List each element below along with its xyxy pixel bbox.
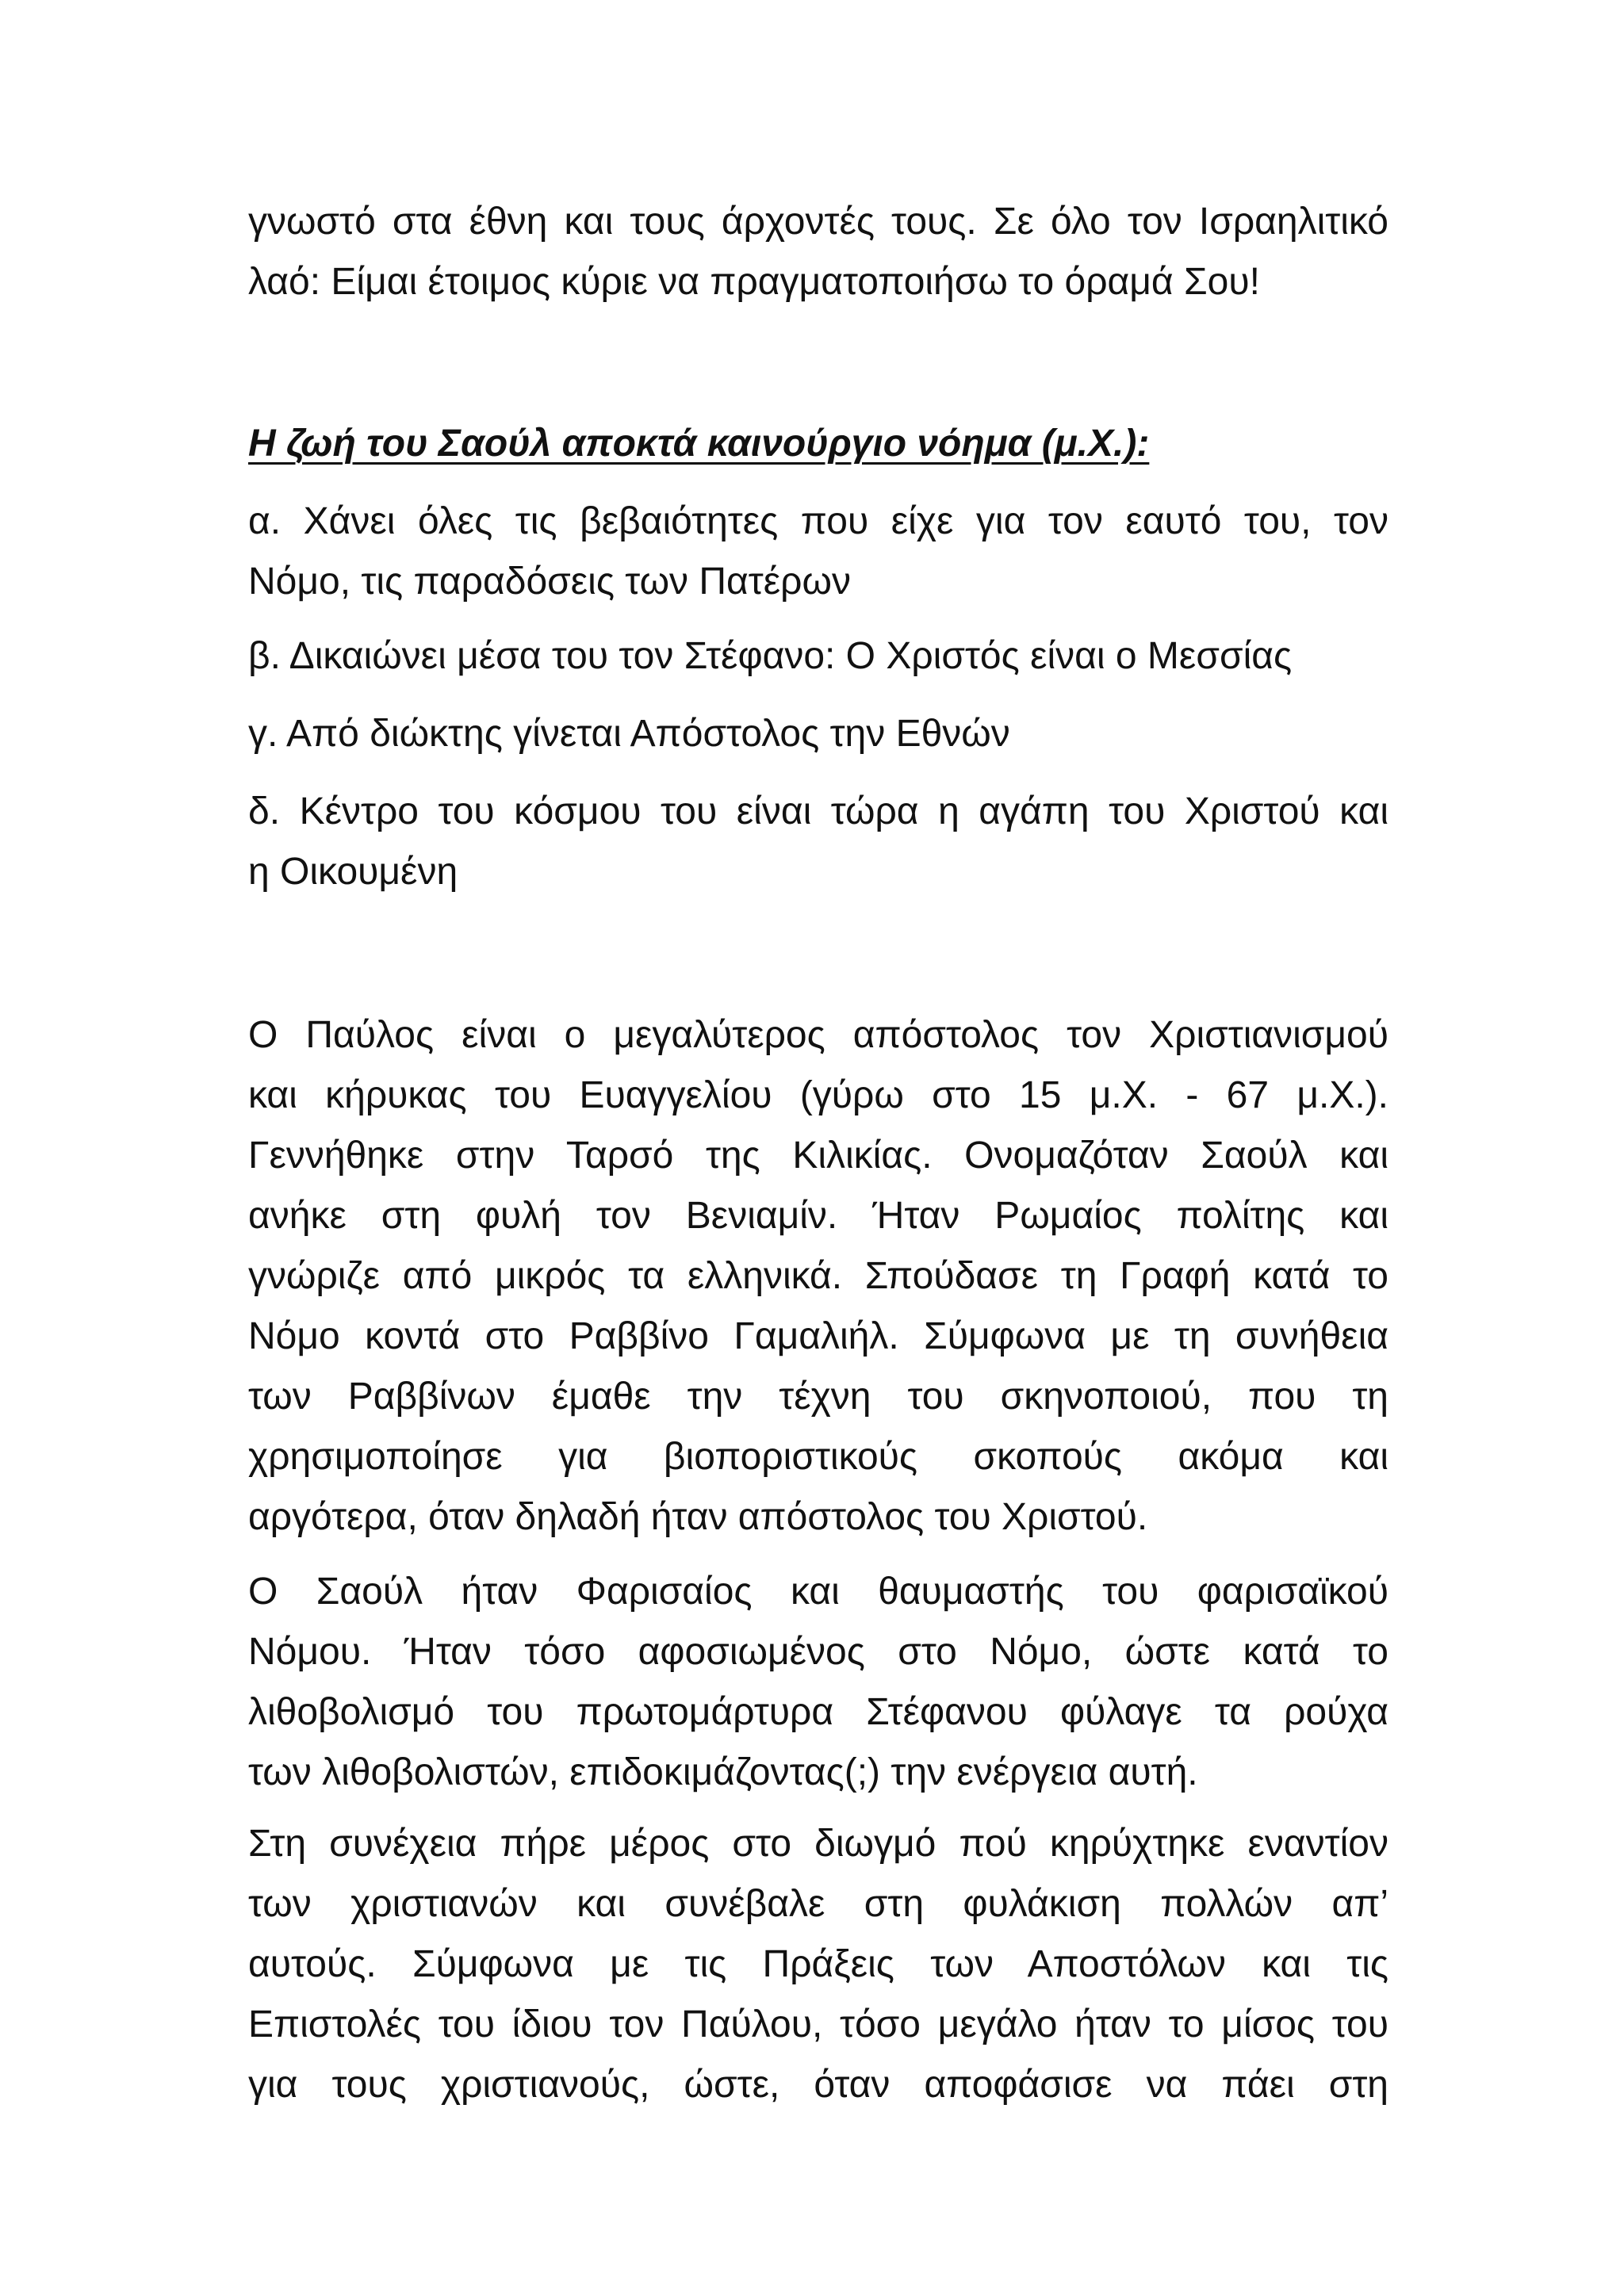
section-heading: Η ζωή του Σαούλ αποκτά καινούργιο νόημα (μ.Χ.): bbox=[248, 423, 1150, 465]
intro-line: λαό: Είμαι έτοιμος κύριε να πραγματοποιήσω το όραμά Σου! bbox=[248, 261, 1260, 303]
paragraph-line: Επιστολές του ίδιου τον Παύλου, τόσο μεγάλο ήταν το μίσος του bbox=[248, 2003, 1388, 2045]
paragraph-line: Νόμου. Ήταν τόσο αφοσιωμένος στο Νόμο, ώστε κατά το bbox=[248, 1631, 1388, 1673]
paragraph-line: αργότερα, όταν δηλαδή ήταν απόστολος του Χριστού. bbox=[248, 1496, 1148, 1538]
section-block bbox=[248, 414, 1388, 474]
list-item-line: η Οικουμένη bbox=[248, 851, 458, 893]
paragraph-line: και κήρυκας του Ευαγγελίου (γύρω στο 15 μ.Χ. - 67 μ.Χ.). bbox=[248, 1074, 1388, 1116]
paragraph-line: για τους χριστιανούς, ώστε, όταν αποφάσισε να πάει στη bbox=[248, 2064, 1388, 2106]
paragraph-3 bbox=[248, 1814, 1388, 2115]
list-item-line: δ. Κέντρο του κόσμου του είναι τώρα η αγάπη του Χριστού και bbox=[248, 790, 1388, 832]
paragraph-line: Στη συνέχεια πήρε μέρος στο διωγμό πού κηρύχτηκε εναντίον bbox=[248, 1823, 1388, 1865]
paragraph-line: Γεννήθηκε στην Ταρσό της Κιλικίας. Ονομαζόταν Σαούλ και bbox=[248, 1135, 1388, 1177]
intro-line: γνωστό στα έθνη και τους άρχοντές τους. Σε όλο τον Ισραηλιτικό bbox=[248, 201, 1388, 243]
paragraph-line: λιθοβολισμό του πρωτομάρτυρα Στέφανου φύλαγε τα ρούχα bbox=[248, 1691, 1388, 1733]
paragraph-line: των λιθοβολιστών, επιδοκιμάζοντας(;) την ενέργεια αυτή. bbox=[248, 1751, 1198, 1793]
list-item-line: α. Χάνει όλες τις βεβαιότητες που είχε για τον εαυτό του, τον bbox=[248, 500, 1388, 542]
list-item-d bbox=[248, 782, 1388, 902]
paragraph-line: ανήκε στη φυλή τον Βενιαμίν. Ήταν Ρωμαίος πολίτης και bbox=[248, 1195, 1388, 1237]
list-item-line: γ. Από διώκτης γίνεται Απόστολος την Εθνών bbox=[248, 713, 1010, 755]
list-item-b bbox=[248, 626, 1388, 687]
paragraph-2 bbox=[248, 1562, 1388, 1803]
paragraph-1 bbox=[248, 1005, 1388, 1548]
intro-block bbox=[248, 192, 1388, 312]
paragraph-line: Ο Παύλος είναι ο μεγαλύτερος απόστολος τον Χριστιανισμού bbox=[248, 1014, 1388, 1056]
paragraph-line: Νόμο κοντά στο Ραββίνο Γαμαλιήλ. Σύμφωνα με τη συνήθεια bbox=[248, 1315, 1388, 1357]
paragraph-line: Ο Σαούλ ήταν Φαρισαίος και θαυμαστής του φαρισαϊκού bbox=[248, 1571, 1388, 1613]
paragraph-line: των χριστιανών και συνέβαλε στη φυλάκιση πολλών απ’ bbox=[248, 1883, 1388, 1925]
list-item-c bbox=[248, 704, 1388, 764]
list-item-a bbox=[248, 492, 1388, 612]
paragraph-line: των Ραββίνων έμαθε την τέχνη του σκηνοποιού, που τη bbox=[248, 1376, 1388, 1418]
paragraph-line: χρησιμοποίησε για βιοποριστικούς σκοπούς ακόμα και bbox=[248, 1436, 1388, 1478]
list-item-line: Νόμο, τις παραδόσεις των Πατέρων bbox=[248, 561, 851, 603]
list-item-line: β. Δικαιώνει μέσα του τον Στέφανο: Ο Χριστός είναι ο Μεσσίας bbox=[248, 635, 1293, 677]
paragraph-line: γνώριζε από μικρός τα ελληνικά. Σπούδασε τη Γραφή κατά το bbox=[248, 1255, 1388, 1297]
paragraph-line: αυτούς. Σύμφωνα με τις Πράξεις των Αποστόλων και τις bbox=[248, 1943, 1388, 1985]
